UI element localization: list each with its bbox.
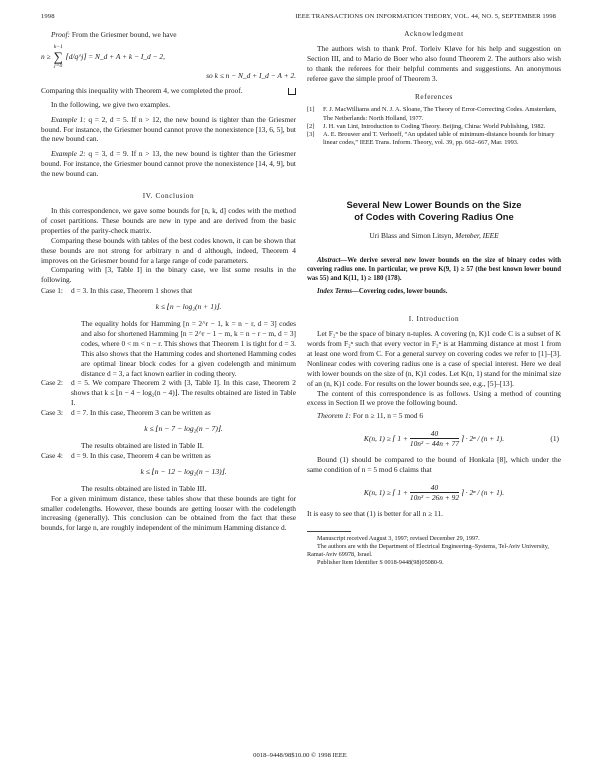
- eq-so: so k ≤ n − N_d + I_d − A + 2.: [206, 70, 296, 80]
- footnote-publisher-id: Publisher Item Identifier S 0018-9448(98)05080-9.: [317, 558, 444, 566]
- reference-item: [307, 106, 561, 122]
- case-1-equation: k ≤ ⌊n − log₂(n + 1)⌋.: [155, 302, 222, 312]
- eq2-denominator: 10n² − 26n + 92: [409, 493, 460, 503]
- theorem-1-text: For n ≥ 11, n = 5 mod 6: [352, 411, 424, 421]
- eq1-denominator: 10n² − 44n + 77: [409, 439, 460, 449]
- reference-number: [3]: [307, 131, 315, 139]
- proof-label: Proof:: [51, 30, 71, 39]
- reference-item: [307, 123, 561, 131]
- eq1-left: K(n, 1) ≥ ⌈ 1 +: [363, 433, 408, 443]
- eq1-tag: (1): [550, 433, 559, 443]
- authors: [307, 231, 561, 241]
- sum-upper: k−1: [53, 43, 63, 50]
- two-examples: In the following, we give two examples.: [51, 99, 171, 109]
- case-3-more: The results obtained are listed in Table II.: [81, 441, 204, 450]
- acknowledgment-title: Acknowledgment: [404, 30, 464, 38]
- paper-title-line-2: of Codes with Covering Radius One: [354, 210, 514, 222]
- final-paragraph: For a given minimum distance, these tables show that these bounds are tight for smaller codelengths. However, these bounds are getting looser with the codelength increasing (generally). This conclusion can be obtained from the fact that these bounds, for large n, are roughly independent of the minimum Hamming distance d.: [41, 493, 296, 533]
- authors-member: Member, IEEE: [455, 231, 499, 241]
- journal-header: IEEE TRANSACTIONS ON INFORMATION THEORY, VOL. 44, NO. 5, SEPTEMBER 1998: [295, 13, 556, 20]
- proof-paragraph: [41, 30, 296, 40]
- copyright-footer: 0018–9448/98$10.00 © 1998 IEEE: [253, 752, 347, 759]
- section-conclusion-title: IV. Conclusion: [142, 192, 195, 201]
- reference-number: [1]: [307, 106, 315, 114]
- equation-1: [307, 429, 561, 448]
- eq-sum-right: ⌈d/q^j⌉ = N_d + A + k − I_d − 2,: [65, 51, 165, 61]
- intro-p2: The content of this correspondence is as follows. Using a method of counting excess in Section II we prove the following bound.: [307, 388, 561, 408]
- abstract-text: We derive several new lower bounds on the size of binary codes with covering radius one. In particular, we prove K(9, 1) ≥ 57 (the best known lower bound was 55) and K(11, 1) ≥ 180 (178).: [307, 257, 561, 282]
- case-3-text: d = 7. In this case, Theorem 3 can be written as: [71, 408, 211, 418]
- conclusion-p2: Comparing these bounds with tables of the best codes known, it can be shown that these bounds are not strong for arbitrary n and d although, indeed, Theorem 4 improves on the Griesmer bound for a large range of code parameters.: [41, 235, 296, 265]
- abstract-label: Abstract—: [317, 257, 348, 265]
- eq2-right: ⌉ · 2ⁿ / (n + 1).: [461, 487, 505, 497]
- comparing-paragraph: [41, 86, 296, 96]
- example-2: [41, 149, 296, 179]
- case-2-label: Case 2:: [41, 378, 63, 388]
- easy-sentence: It is easy to see that (1) is better for all n ≥ 11.: [307, 509, 443, 519]
- case-4-text: d = 9. In this case, Theorem 4 can be written as: [71, 450, 211, 460]
- bound-paragraph: Bound (1) should be compared to the bound of Honkala [8], which under the same condition of n = 5 mod 6 claims that: [307, 455, 561, 475]
- case-4-label: Case 4:: [41, 450, 63, 460]
- case-1-label: Case 1:: [41, 286, 63, 296]
- reference-text: A. E. Brouwer and T. Verhoeff, “An updated table of minimum-distance bounds for binary linear codes,” IEEE Trans. Inform. Theory, vol. 39, pp. 662–667, Mar. 1993.: [323, 131, 555, 147]
- page-number: 1998: [41, 13, 55, 20]
- case-1-more: The equality holds for Hamming [n = 2^r − 1, k = n − r, d = 3] codes and also for shortened Hamming [n = 2^r − 1 − m, k = n − r − m, d = 3] codes, where 0 < m < n − r. This shows that Theorem 1 is tight for d = 3. This also shows that the Hamming codes and shortened Hamming codes are optimal linear block codes for a given codelength and minimum distance d = 3, a fact known earlier in coding theory.: [81, 319, 296, 378]
- authors-names: Uri Blass and Simon Litsyn,: [369, 231, 454, 241]
- example-2-text: q = 3, d = 9. If n > 13, the new bound is tighter than the Griesmer bound. For instance, the Griesmer bound cannot prove the nonexistence [14, 4, 9], but the new bound can.: [41, 149, 296, 179]
- case-3: [41, 408, 296, 451]
- reference-text: J. H. van Lint, Introduction to Coding Theory. Beijing, China: World Publishing, 1982.: [323, 122, 546, 130]
- left-column: [41, 30, 296, 533]
- index-terms-text: Covering codes, lower bounds.: [358, 288, 448, 296]
- example-1-label: Example 1:: [51, 114, 86, 124]
- case-1-text: d = 3. In this case, Theorem 1 shows that: [71, 286, 193, 296]
- equation-2: [307, 483, 561, 502]
- eq1-fraction: [410, 429, 459, 448]
- reference-item: [307, 131, 561, 147]
- theorem-1: [307, 411, 561, 421]
- references-title: References: [415, 92, 453, 101]
- qed-icon: [288, 88, 296, 95]
- eq2-numerator: 40: [410, 483, 459, 493]
- eq2-left: K(n, 1) ≥ ⌈ 1 +: [363, 487, 408, 497]
- example-2-label: Example 2:: [51, 149, 86, 159]
- proof-text: From the Griesmer bound, we have: [71, 30, 177, 39]
- footnote-affiliation: The authors are with the Department of Electrical Engineering–Systems, Tel-Aviv University, Ramat-Aviv 69978, Israel.: [307, 542, 549, 558]
- conclusion-p3: Comparing with [3, Table I] in the binary case, we list some results in the following.: [41, 265, 296, 285]
- sum-lower: j=0: [54, 62, 63, 69]
- case-2-text: d = 5. We compare Theorem 2 with [3, Table I]. In this case, Theorem 2 shows that k ≤ ⌊n − 4 − log₂(n − 4)⌋. The results obtained are listed in Table I.: [71, 378, 296, 408]
- abstract: [307, 257, 561, 283]
- example-1-text: q = 2, d = 5. If n > 12, the new bound is tighter than the Griesmer bound. For instance, the Griesmer bound cannot prove the nonexistence [13, 6, 5], but the new bound can.: [41, 114, 296, 144]
- footnote-received: Manuscript received August 3, 1997; revised December 29, 1997.: [317, 534, 480, 542]
- index-terms: [307, 288, 561, 297]
- case-1: [41, 286, 296, 378]
- eq-sum-left: n ≥: [41, 51, 51, 61]
- footnote-rule: [307, 531, 351, 532]
- case-4-more: The results obtained are listed in Table III.: [81, 483, 207, 493]
- eq1-numerator: 40: [410, 429, 459, 439]
- comparing-text: Comparing this inequality with Theorem 4, we completed the proof.: [41, 85, 243, 95]
- case-3-label: Case 3:: [41, 408, 63, 418]
- case-3-equation: k ≤ ⌊n − 7 − log₂(n − 7)⌋.: [144, 424, 223, 434]
- case-4: [41, 451, 296, 494]
- sum-symbol: k−1 ∑ j=0: [53, 43, 63, 69]
- conclusion-p1: In this correspondence, we gave some bounds for [n, k, d] codes with the method of coset partitions. These bounds are new in type and are derived from the basic properties of the parity-check matrix.: [41, 205, 296, 235]
- example-1: [41, 115, 296, 145]
- paper-title-line-1: Several New Lower Bounds on the Size: [346, 199, 522, 211]
- eq2-fraction: [410, 483, 459, 502]
- reference-text: F. J. MacWilliams and N. J. A. Sloane, The Theory of Error-Correcting Codes. Amsterdam, The Netherlands: North Holland, 1977.: [323, 106, 557, 122]
- griesmer-equation: [41, 44, 296, 70]
- eq1-right: ⌉ · 2ⁿ / (n + 1).: [461, 433, 505, 443]
- intro-p1: Let F₂ⁿ be the space of binary n-tuples. A covering (n, K)1 code C is a subset of K words from F₂ⁿ such that every vector in F₂ⁿ is at Hamming distance at most 1 from at least one word from C. For a general survey on covering codes we refer to [1]–[3]. Nonlinear codes with covering radius one is a case of special interest. Here we deal with lower bounds on the size of (n, K)1 codes. Let K(n, 1) stand for the minimal size of an (n, K)1 code. For results on the lower bounds see, e.g., [5]–[13].: [307, 329, 561, 388]
- reference-list: [307, 106, 561, 147]
- index-terms-label: Index Terms—: [317, 288, 359, 296]
- case-4-equation: k ≤ ⌊n − 12 − log₂(n − 13)⌋.: [140, 466, 227, 476]
- introduction-title: I. Introduction: [408, 315, 460, 324]
- acknowledgment-text: The authors wish to thank Prof. Torleiv Kløve for his help and suggestion on Section III, and to Mario de Boer who also found Theorem 2. The authors also wish to thank the referees for their helpful comments and suggestions. An anonymous referee gave the simple proof of Theorem 3.: [307, 43, 561, 83]
- case-2: [41, 378, 296, 408]
- reference-number: [2]: [307, 122, 315, 130]
- theorem-1-label: Theorem 1:: [317, 411, 352, 421]
- right-column: [307, 30, 561, 567]
